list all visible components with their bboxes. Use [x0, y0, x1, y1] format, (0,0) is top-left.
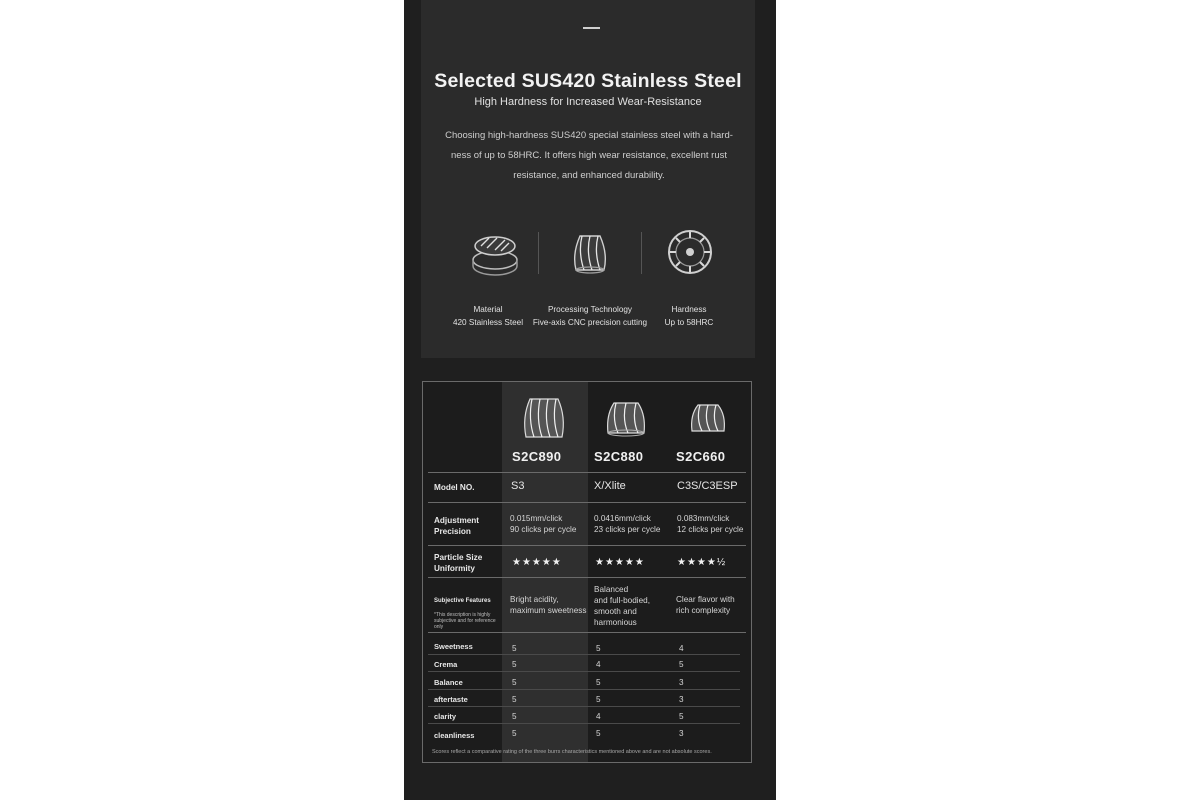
score-value: 5 — [679, 712, 684, 721]
row-divider — [428, 472, 746, 473]
subjective-line: and full-bodied, — [594, 596, 650, 605]
score-value: 3 — [679, 695, 684, 704]
precision-line: 0.083mm/click — [677, 514, 730, 523]
score-label: Balance — [434, 678, 463, 687]
row-label — [434, 552, 482, 574]
subjective-note: *This description is highly subjective and for reference only — [434, 612, 496, 630]
precision-value — [594, 513, 660, 535]
row-label: Subjective Features — [434, 598, 491, 604]
uniformity-stars: ★★★★★ — [512, 557, 562, 568]
burr-s2c880-icon — [600, 393, 652, 443]
subjective-line: Clear flavor with — [676, 595, 735, 604]
feature-value: Up to 58HRC — [664, 317, 714, 327]
burr-set-icon — [467, 224, 523, 280]
score-divider — [428, 706, 740, 707]
score-value: 5 — [512, 729, 517, 738]
score-divider — [428, 723, 740, 724]
score-label: cleanliness — [434, 731, 475, 740]
precision-value — [677, 513, 743, 535]
score-divider — [428, 671, 740, 672]
feature-material — [443, 304, 533, 329]
score-label: Sweetness — [434, 642, 473, 651]
feature-processing — [528, 304, 652, 329]
score-value: 5 — [596, 644, 601, 653]
feature-value: 420 Stainless Steel — [452, 317, 524, 327]
score-value: 5 — [512, 695, 517, 704]
score-value: 3 — [679, 729, 684, 738]
row-label-line: Precision — [434, 527, 471, 536]
score-divider — [428, 654, 740, 655]
hardness-gear-icon — [662, 224, 718, 280]
row-divider — [428, 632, 746, 633]
score-label: clarity — [434, 712, 457, 721]
section-description: Choosing high-hardness SUS420 special stainless steel with a hard-ness of up to 58HRC. It offers high wear resistance, excellent rust resistance, and enhanced durability. — [445, 130, 733, 181]
precision-value — [510, 513, 576, 535]
row-label — [434, 515, 479, 537]
score-value: 4 — [596, 712, 601, 721]
precision-line: 0.0416mm/click — [594, 514, 651, 523]
section-title: Selected SUS420 Stainless Steel — [434, 70, 742, 92]
subjective-line: maximum sweetness — [510, 606, 587, 615]
score-value: 5 — [596, 729, 601, 738]
score-value: 5 — [512, 660, 517, 669]
score-value: 5 — [512, 644, 517, 653]
feature-title: Processing Technology — [547, 305, 633, 314]
subjective-value — [594, 584, 650, 628]
feature-title: Hardness — [671, 305, 707, 314]
row-label-line: Uniformity — [434, 564, 475, 573]
section-subtitle: High Hardness for Increased Wear-Resistance — [474, 96, 702, 108]
burr-s2c890-icon — [518, 393, 570, 443]
score-value: 4 — [679, 644, 684, 653]
feature-title: Material — [473, 305, 503, 314]
subjective-line: rich complexity — [676, 606, 731, 615]
subjective-line: Balanced — [594, 585, 629, 594]
score-value: 5 — [512, 712, 517, 721]
table-footnote: Scores reflect a comparative rating of the three burrs characteristics mentioned above and are not absolute scores. — [432, 749, 712, 755]
row-divider — [428, 502, 746, 503]
score-value: 3 — [679, 678, 684, 687]
score-value: 5 — [512, 678, 517, 687]
precision-line: 23 clicks per cycle — [594, 525, 661, 534]
icon-separator — [641, 232, 642, 274]
score-value: 5 — [596, 678, 601, 687]
uniformity-stars: ★★★★★ — [595, 557, 645, 568]
subjective-line: harmonious — [594, 618, 637, 627]
model-no-value: X/Xlite — [594, 480, 626, 492]
row-label-line: Particle Size — [434, 553, 483, 562]
row-label: Model NO. — [434, 483, 475, 492]
model-name: S2C880 — [594, 449, 644, 464]
cnc-burr-icon — [562, 224, 618, 280]
score-value: 5 — [596, 695, 601, 704]
feature-value: Five-axis CNC precision cutting — [532, 317, 648, 327]
subjective-value — [510, 594, 586, 616]
row-label-line: Adjustment — [434, 516, 480, 525]
burr-s2c660-icon — [682, 393, 734, 443]
row-divider — [428, 545, 746, 546]
score-value: 5 — [679, 660, 684, 669]
model-name: S2C890 — [512, 449, 562, 464]
section-divider-dash — [583, 27, 600, 29]
model-name: S2C660 — [676, 449, 726, 464]
precision-line: 0.015mm/click — [510, 514, 563, 523]
precision-line: 12 clicks per cycle — [677, 525, 744, 534]
score-label: aftertaste — [434, 695, 468, 704]
uniformity-stars: ★★★★½ — [677, 557, 727, 568]
subjective-line: smooth and — [594, 607, 637, 616]
feature-hardness — [650, 304, 728, 329]
icon-separator — [538, 232, 539, 274]
precision-line: 90 clicks per cycle — [510, 525, 577, 534]
row-divider — [428, 577, 746, 578]
model-no-value: S3 — [511, 480, 525, 492]
score-label: Crema — [434, 660, 458, 669]
model-no-value: C3S/C3ESP — [677, 480, 738, 492]
score-value: 4 — [596, 660, 601, 669]
subjective-value — [676, 594, 735, 616]
subjective-line: Bright acidity, — [510, 595, 559, 604]
score-divider — [428, 689, 740, 690]
